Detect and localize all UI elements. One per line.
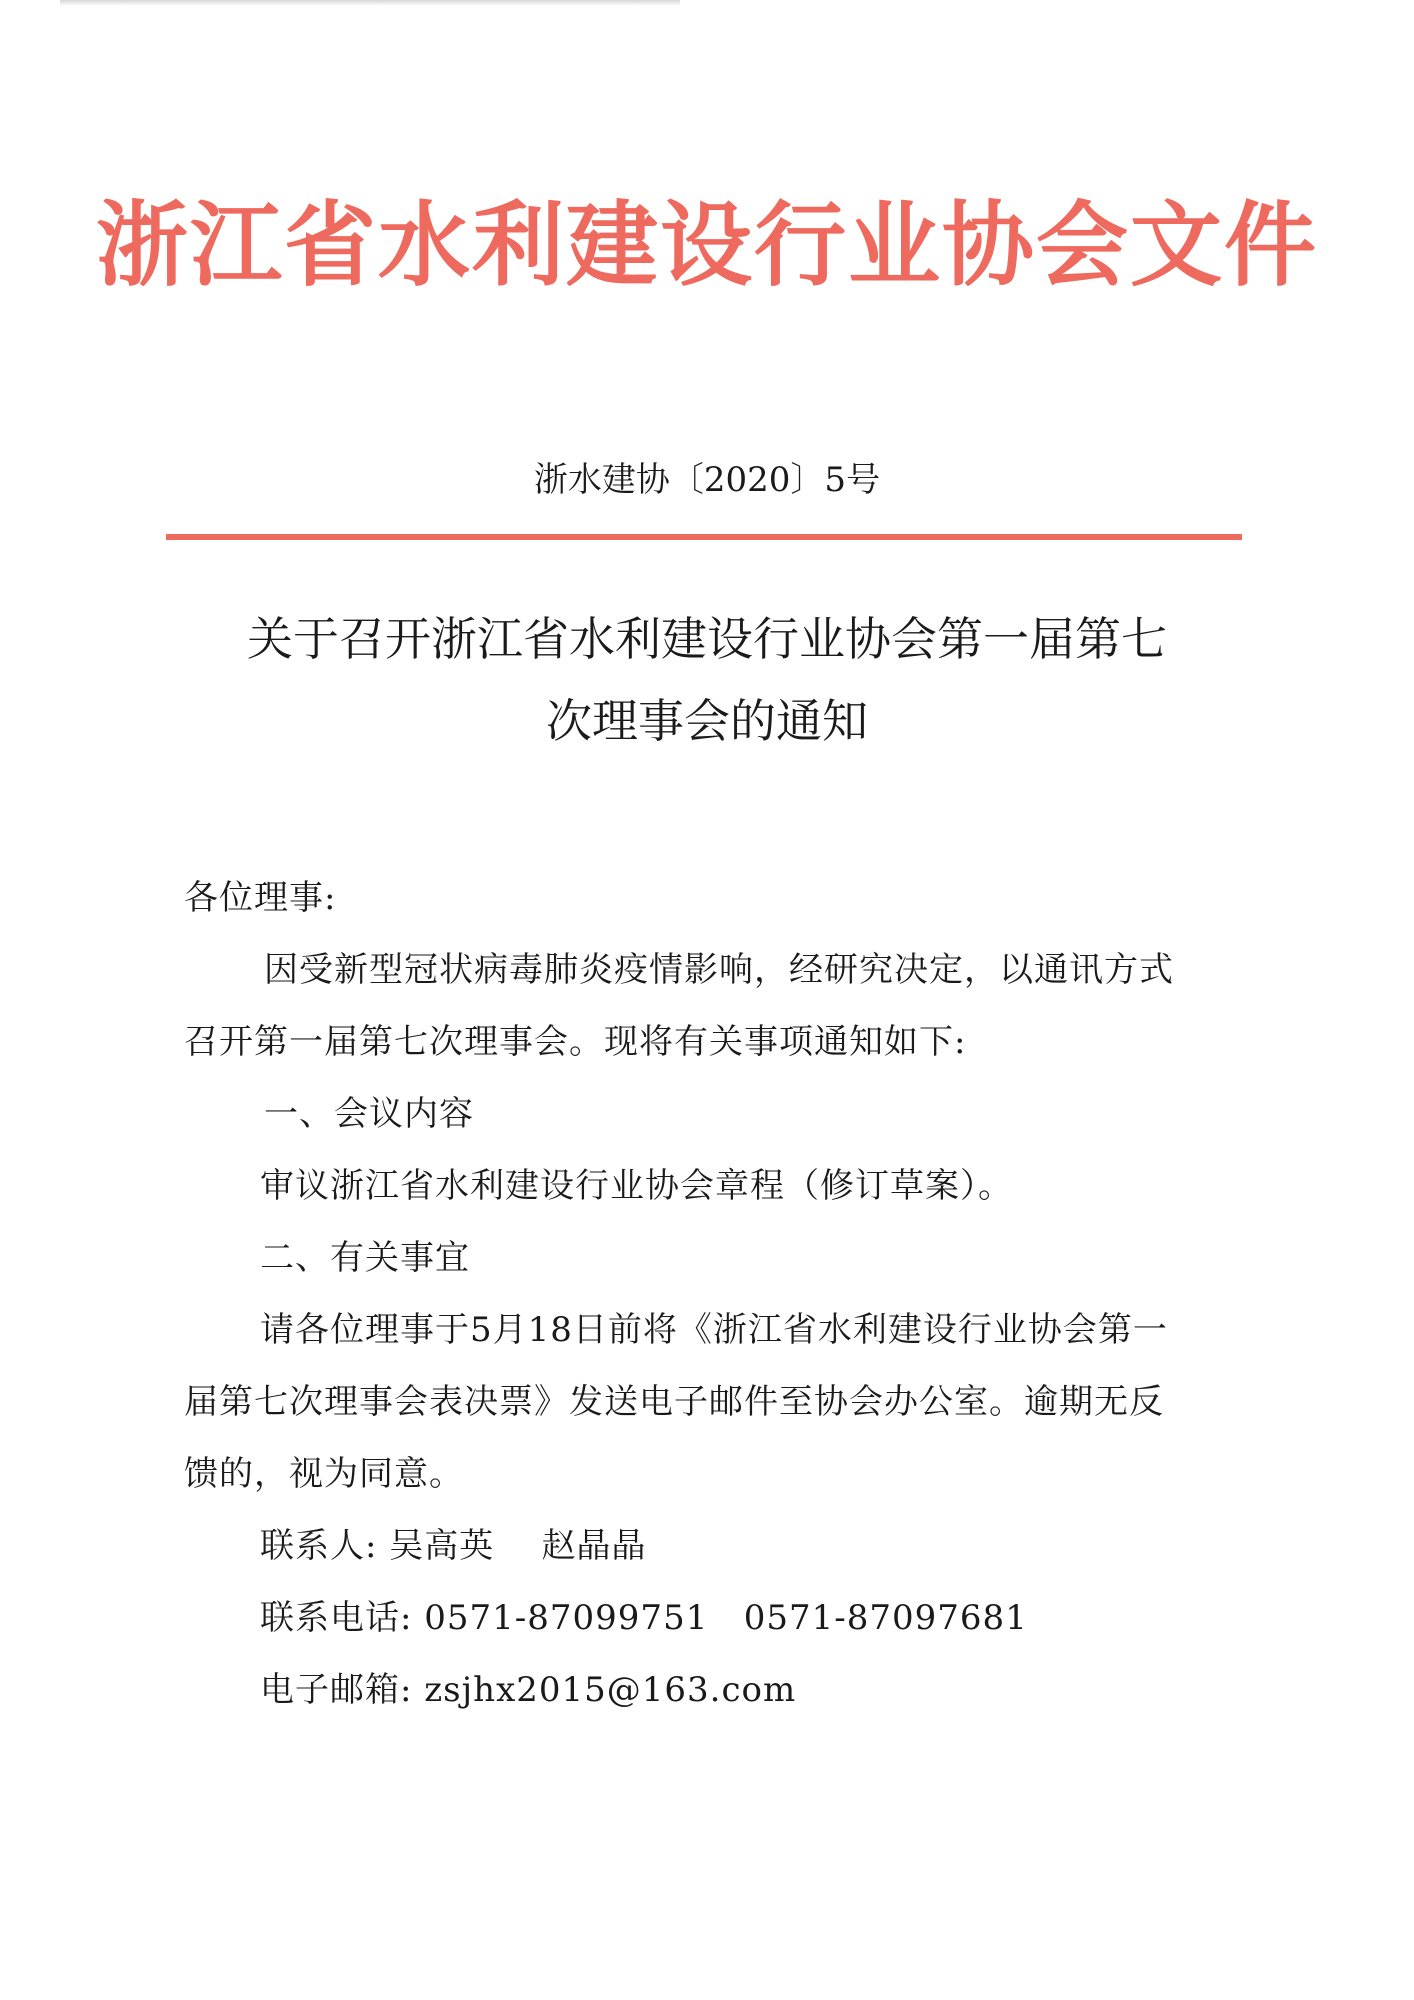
section-1-heading: 一、会议内容 xyxy=(264,1094,474,1134)
section-2-paragraph-line-2: 届第七次理事会表决票》发送电子邮件至协会办公室。逾期无反 xyxy=(184,1382,1164,1422)
section-2-heading: 二、有关事宜 xyxy=(260,1238,470,1278)
section-1-text: 审议浙江省水利建设行业协会章程（修订草案）。 xyxy=(260,1166,1013,1206)
notice-title-line-1: 关于召开浙江省水利建设行业协会第一届第七 xyxy=(247,612,1167,666)
notice-title xyxy=(180,598,1234,762)
notice-title-line-2: 次理事会的通知 xyxy=(546,694,868,748)
salutation: 各位理事: xyxy=(184,878,337,918)
intro-paragraph-line-1: 因受新型冠状病毒肺炎疫情影响，经研究决定，以通讯方式 xyxy=(264,950,1174,990)
document-number: 浙水建协〔2020〕5号 xyxy=(533,460,881,500)
document-masthead: 浙江省水利建设行业协会文件 xyxy=(95,191,1318,299)
section-2-paragraph-line-3: 馈的，视为同意。 xyxy=(184,1454,464,1494)
scan-edge-artifact xyxy=(60,0,680,6)
contact-email: 电子邮箱: zsjhx2015@163.com xyxy=(260,1670,797,1710)
section-2-paragraph-line-1: 请各位理事于5月18日前将《浙江省水利建设行业协会第一 xyxy=(260,1310,1168,1350)
contact-phone: 联系电话: 0571-87099751 0571-87097681 xyxy=(260,1598,1028,1638)
contact-person: 联系人: 吴高英 赵晶晶 xyxy=(260,1526,647,1566)
red-divider-line xyxy=(166,534,1242,540)
intro-paragraph-line-2: 召开第一届第七次理事会。现将有关事项通知如下: xyxy=(184,1022,967,1062)
